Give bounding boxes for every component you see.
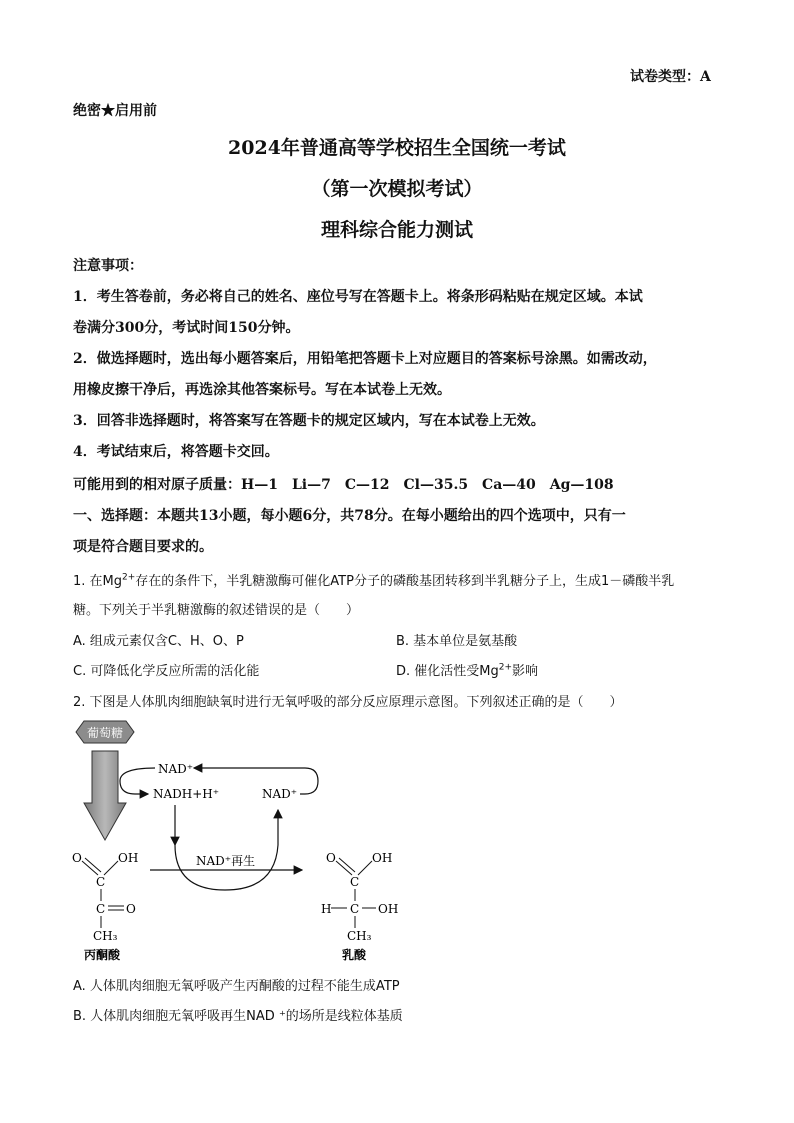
paper-type: 试卷类型：A [630,69,711,85]
lactate-label: 乳酸 [342,948,367,962]
q1-option-c: C. 可降低化学反应所需的活化能 [73,664,260,679]
svg-text:C: C [350,902,360,916]
q1-option-d: D. 催化活性受$Mg^{2+}$影响 [396,662,539,679]
notice-item-1b: 卷满分300分，考试时间150分钟。 [73,320,300,336]
svg-text:OH: OH [118,851,139,865]
secret-label: 绝密★启用前 [73,103,157,119]
nadh-label: NADH+H⁺ [153,787,220,801]
notice-item-2b: 用橡皮擦干净后，再选涂其他答案标号。写在本试卷上无效。 [73,382,451,398]
svg-text:O: O [126,902,136,916]
nad-top-label: NAD⁺ [158,762,194,776]
svg-text:OH: OH [378,902,399,916]
svg-text:O: O [326,851,336,865]
nad-regen-label: NAD⁺再生 [196,854,256,868]
q1-option-b: B. 基本单位是氨基酸 [396,634,518,649]
notice-item-2a: 2．做选择题时，选出每小题答案后，用铅笔把答题卡上对应题目的答案标号涂黑。如需改动， [73,351,657,367]
notice-item-3: 3．回答非选择题时，将答案写在答题卡的规定区域内，写在本试卷上无效。 [73,413,545,429]
q1-stem-line1: 1. 在$Mg^{2+}$存在的条件下，半乳糖激酶可催化ATP分子的磷酸基团转移到半乳糖分子上，生成1－磷酸半乳 [73,572,675,589]
exam-subtitle: （第一次模拟考试） [311,178,483,200]
section1-line2: 项是符合题目要求的。 [73,539,213,555]
svg-text:H: H [321,902,332,916]
svg-text:O: O [72,851,82,865]
atomic-masses: 可能用到的相对原子质量：H—1 Li—7 C—12 Cl—35.5 Ca—40 Ag—108 [73,477,614,493]
subject-title: 理科综合能力测试 [320,219,473,241]
q2-stem: 2. 下图是人体肌肉细胞缺氧时进行无氧呼吸的部分反应原理示意图。下列叙述正确的是（ ） [73,695,623,710]
exam-title: 2024年普通高等学校招生全国统一考试 [228,137,566,159]
nad-right-label: NAD⁺ [262,787,298,801]
notice-item-4: 4．考试结束后，将答题卡交回。 [73,444,279,460]
pyruvate-label: 丙酮酸 [84,948,121,962]
svg-text:C: C [96,902,106,916]
big-down-arrow [84,751,126,840]
svg-text:CH₃: CH₃ [93,929,118,943]
svg-text:C: C [96,875,106,889]
q2-option-a: A. 人体肌肉细胞无氧呼吸产生丙酮酸的过程不能生成ATP [73,979,400,994]
pyruvate-structure [72,851,138,962]
respiration-diagram [0,715,794,970]
q1-stem-line2: 糖。下列关于半乳糖激酶的叙述错误的是（ ） [73,603,360,618]
svg-text:C: C [350,875,360,889]
lactate-structure [321,851,398,962]
svg-text:OH: OH [372,851,393,865]
q1-option-a: A. 组成元素仅含C、H、O、P [73,634,244,649]
section1-line1: 一、选择题：本题共13小题，每小题6分，共78分。在每小题给出的四个选项中，只有一 [73,508,626,524]
glucose-label: 葡萄糖 [86,726,124,740]
q2-option-b: B. 人体肌肉细胞无氧呼吸再生NAD ⁺的场所是线粒体基质 [73,1009,403,1024]
svg-text:CH₃: CH₃ [347,929,372,943]
notice-item-1a: 1．考生答卷前，务必将自己的姓名、座位号写在答题卡上。将条形码粘贴在规定区域。本试 [73,289,643,305]
notice-heading: 注意事项： [73,258,143,274]
